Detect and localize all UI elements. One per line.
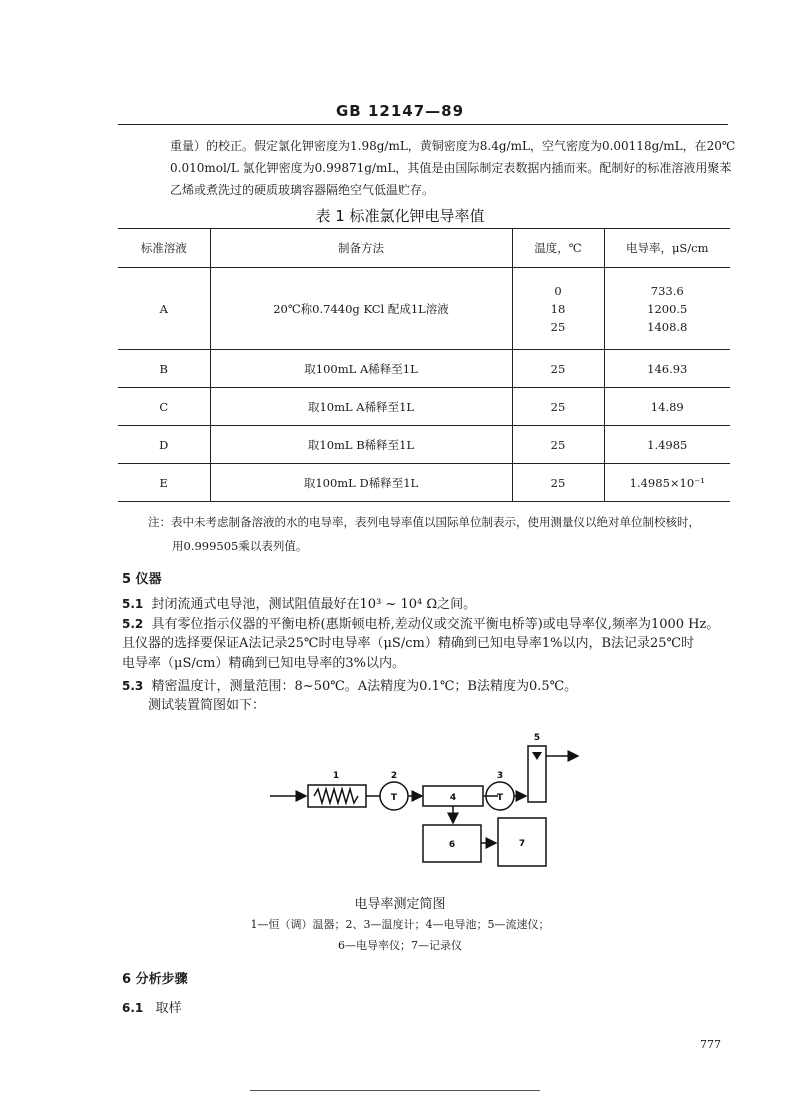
header-conductivity: 电导率，μS/cm bbox=[604, 229, 730, 268]
cell-conductivity: 1.4985×10⁻¹ bbox=[604, 464, 730, 502]
measurement-setup-diagram bbox=[260, 728, 590, 878]
table-row bbox=[118, 426, 730, 464]
table-row bbox=[118, 268, 730, 350]
cell-method: 20℃称0.7440g KCl 配成1L溶液 bbox=[210, 268, 512, 350]
cell-temperature bbox=[512, 268, 604, 350]
thermometer-2-label: T bbox=[390, 793, 398, 803]
cell-temperature: 25 bbox=[512, 426, 604, 464]
header-rule bbox=[118, 124, 728, 125]
intro-line-1: 重量）的校正。假定氯化钾密度为1.98g/mL，黄铜密度为8.4g/mL，空气密度为0.00118g/mL，在20℃ bbox=[170, 139, 736, 153]
flowmeter-float-icon bbox=[532, 752, 542, 760]
diagram-legend-line-1: 1—恒（调）温器；2、3—温度计；4—电导池；5—流速仪； bbox=[250, 918, 550, 931]
conductivity-value: 1200.5 bbox=[647, 301, 688, 316]
clause-5-2-line-2: 且仪器的选择要保证A法记录25℃时电导率（μS/cm）精确到已知电导率1%以内，B法记录25℃时 bbox=[122, 636, 695, 651]
intro-line-3: 乙烯或煮洗过的硬质玻璃容器隔绝空气低温贮存。 bbox=[170, 183, 435, 197]
header-temperature: 温度，℃ bbox=[512, 229, 604, 268]
page-number: 777 bbox=[700, 1038, 721, 1051]
clause-6-1-number: 6.1 bbox=[122, 1001, 144, 1015]
clause-5-2-line-3: 电导率（μS/cm）精确到已知电导率的3%以内。 bbox=[122, 656, 405, 671]
cell-conductivity: 1.4985 bbox=[604, 426, 730, 464]
thermometer-3-label: T bbox=[496, 793, 504, 803]
clause-6-1-text: 取样 bbox=[155, 1001, 182, 1016]
header-solution: 标准溶液 bbox=[118, 229, 210, 268]
clause-5-2-text: 具有零位指示仪器的平衡电桥(惠斯顿电桥,差动仪或交流平衡电桥等)或电导率仪,频率为1000 Hz。 bbox=[151, 617, 720, 632]
table-row bbox=[118, 388, 730, 426]
clause-5-3 bbox=[122, 676, 577, 697]
temp-value: 0 bbox=[554, 283, 562, 298]
clause-5-2 bbox=[122, 614, 719, 635]
intro-line-2: 0.010mol/L 氯化钾密度为0.99871g/mL，其值是由国际制定表数据内插而来。配制好的标准溶液用聚苯 bbox=[170, 161, 732, 175]
label-2: 2 bbox=[390, 771, 398, 781]
temp-value: 25 bbox=[550, 319, 566, 334]
cell-temperature: 25 bbox=[512, 388, 604, 426]
table-note-line-2: 用0.999505乘以表列值。 bbox=[172, 539, 308, 553]
clause-5-3-number: 5.3 bbox=[122, 679, 144, 693]
clause-6-1 bbox=[122, 998, 182, 1019]
cell-conductivity bbox=[604, 268, 730, 350]
cell-method: 取10mL A稀释至1L bbox=[210, 388, 512, 426]
clause-5-1 bbox=[122, 594, 476, 615]
diagram-caption: 电导率测定简图 bbox=[354, 897, 446, 912]
table-title: 表 1 标准氯化钾电导率值 bbox=[315, 207, 485, 225]
section-5-heading: 5 仪器 bbox=[122, 572, 162, 587]
cell-method: 取100mL D稀释至1L bbox=[210, 464, 512, 502]
cell-conductivity: 146.93 bbox=[604, 350, 730, 388]
cell-method: 取10mL B稀释至1L bbox=[210, 426, 512, 464]
header-method: 制备方法 bbox=[210, 229, 512, 268]
table-row bbox=[118, 350, 730, 388]
temp-value: 18 bbox=[550, 301, 566, 316]
conductivity-value: 1408.8 bbox=[647, 319, 688, 334]
bottom-rule bbox=[250, 1090, 540, 1091]
label-6: 6 bbox=[448, 840, 456, 850]
clause-5-2-number: 5.2 bbox=[122, 617, 144, 631]
table-header-row bbox=[118, 229, 730, 268]
clause-5-1-number: 5.1 bbox=[122, 597, 144, 611]
label-1: 1 bbox=[332, 771, 340, 781]
conductivity-value: 733.6 bbox=[650, 283, 684, 298]
cell-temperature: 25 bbox=[512, 464, 604, 502]
conductivity-table bbox=[118, 228, 730, 502]
label-5: 5 bbox=[533, 733, 541, 743]
label-7: 7 bbox=[518, 839, 526, 849]
clause-5-1-text: 封闭流通式电导池，测试阻值最好在10³ ~ 10⁴ Ω之间。 bbox=[151, 597, 477, 612]
cell-method: 取100mL A稀释至1L bbox=[210, 350, 512, 388]
clause-5-3-text: 精密温度计，测量范围：8~50℃。A法精度为0.1℃；B法精度为0.5℃。 bbox=[151, 679, 578, 694]
table-row bbox=[118, 464, 730, 502]
cell-temperature: 25 bbox=[512, 350, 604, 388]
clause-5-3-line-2: 测试装置简图如下： bbox=[148, 698, 266, 713]
label-4: 4 bbox=[449, 793, 457, 803]
cell-solution: C bbox=[118, 388, 210, 426]
standard-code-header: GB 12147—89 bbox=[335, 102, 465, 120]
section-6-heading: 6 分析步骤 bbox=[122, 972, 188, 987]
cell-solution: A bbox=[118, 268, 210, 350]
diagram-legend-line-2: 6—电导率仪；7—记录仪 bbox=[338, 939, 462, 952]
cell-solution: E bbox=[118, 464, 210, 502]
cell-solution: B bbox=[118, 350, 210, 388]
label-3: 3 bbox=[496, 771, 504, 781]
cell-conductivity: 14.89 bbox=[604, 388, 730, 426]
cell-solution: D bbox=[118, 426, 210, 464]
heater-coil bbox=[314, 789, 358, 803]
table-note-line-1: 注：表中未考虑制备溶液的水的电导率，表列电导率值以国际单位制表示，使用测量仪以绝对单位制校核时， bbox=[148, 515, 700, 529]
